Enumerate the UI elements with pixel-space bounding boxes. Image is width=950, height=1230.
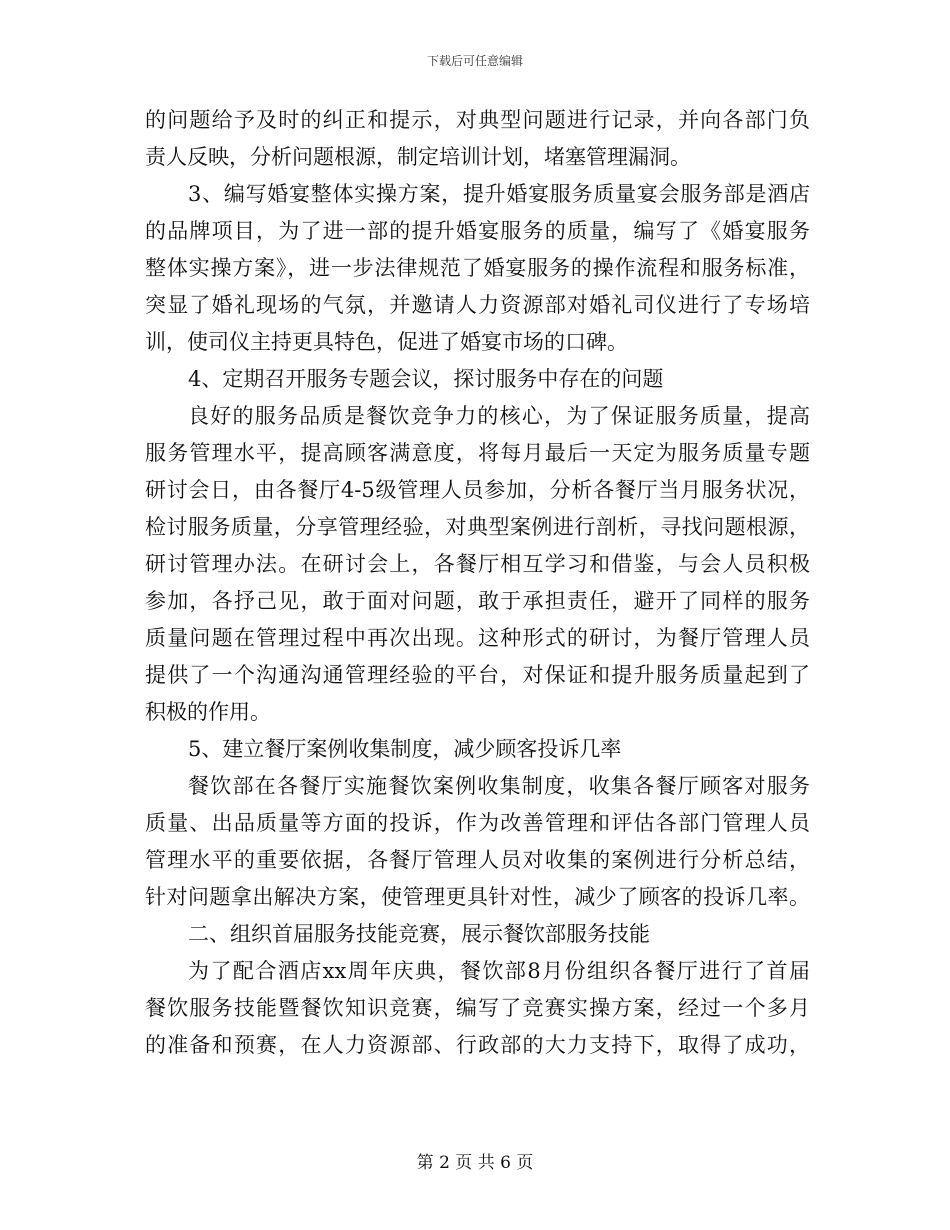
body-line: 突显了婚礼现场的气氛，并邀请人力资源部对婚礼司仪进行了专场培 — [145, 293, 810, 317]
body-line: 研讨会日，由各餐厅4-5级管理人员参加，分析各餐厅当月服务状况， — [145, 478, 810, 502]
body-line: 为了配合酒店xx周年庆典，餐饮部8月份组织各餐厅进行了首届 — [188, 959, 810, 983]
document-body — [145, 102, 810, 1064]
body-line: 餐饮服务技能暨餐饮知识竞赛，编写了竞赛实操方案，经过一个多月 — [145, 996, 810, 1020]
page-header: 下载后可任意编辑 — [426, 54, 523, 68]
body-line: 管理水平的重要依据，各餐厅管理人员对收集的案例进行分析总结， — [145, 848, 810, 872]
body-line: 参加，各抒己见，敢于面对问题，敢于承担责任，避开了同样的服务 — [145, 589, 810, 613]
body-line: 训，使司仪主持更具特色，促进了婚宴市场的口碑。 — [145, 330, 628, 354]
body-line: 的品牌项目，为了进一部的提升婚宴服务的质量，编写了《婚宴服务 — [145, 219, 810, 243]
body-line: 针对问题拿出解决方案，使管理更具针对性，减少了顾客的投诉几率。 — [145, 885, 810, 909]
body-line: 检讨服务质量，分享管理经验，对典型案例进行剖析，寻找问题根源， — [145, 515, 810, 539]
body-line: 质量问题在管理过程中再次出现。这种形式的研讨，为餐厅管理人员 — [145, 626, 810, 650]
body-line: 良好的服务品质是餐饮竞争力的核心，为了保证服务质量，提高 — [188, 404, 810, 428]
body-line: 提供了一个沟通沟通管理经验的平台，对保证和提升服务质量起到了 — [145, 663, 810, 687]
section-heading: 4、定期召开服务专题会议，探讨服务中存在的问题 — [188, 367, 664, 391]
body-line: 质量、出品质量等方面的投诉，作为改善管理和评估各部门管理人员 — [145, 811, 810, 835]
body-line: 研讨管理办法。在研讨会上，各餐厅相互学习和借鉴，与会人员积极 — [145, 552, 810, 576]
section-heading: 5、建立餐厅案例收集制度，减少顾客投诉几率 — [188, 737, 622, 761]
page-footer: 第 2 页 共 6 页 — [416, 1153, 534, 1173]
body-line: 整体实操方案》，进一步法律规范了婚宴服务的操作流程和服务标准， — [145, 256, 810, 280]
section-heading: 3、编写婚宴整体实操方案，提升婚宴服务质量宴会服务部是酒店 — [188, 182, 810, 206]
body-line: 服务管理水平，提高顾客满意度，将每月最后一天定为服务质量专题 — [145, 441, 810, 465]
body-line: 的准备和预赛，在人力资源部、行政部的大力支持下，取得了成功， — [145, 1033, 810, 1057]
body-line: 餐饮部在各餐厅实施餐饮案例收集制度，收集各餐厅顾客对服务 — [188, 774, 810, 798]
body-line: 积极的作用。 — [145, 700, 271, 724]
body-line: 责人反映，分析问题根源，制定培训计划，堵塞管理漏洞。 — [145, 145, 691, 169]
body-line: 的问题给予及时的纠正和提示，对典型问题进行记录，并向各部门负 — [145, 108, 810, 132]
section-heading: 二、组织首届服务技能竞赛，展示餐饮部服务技能 — [188, 922, 650, 946]
